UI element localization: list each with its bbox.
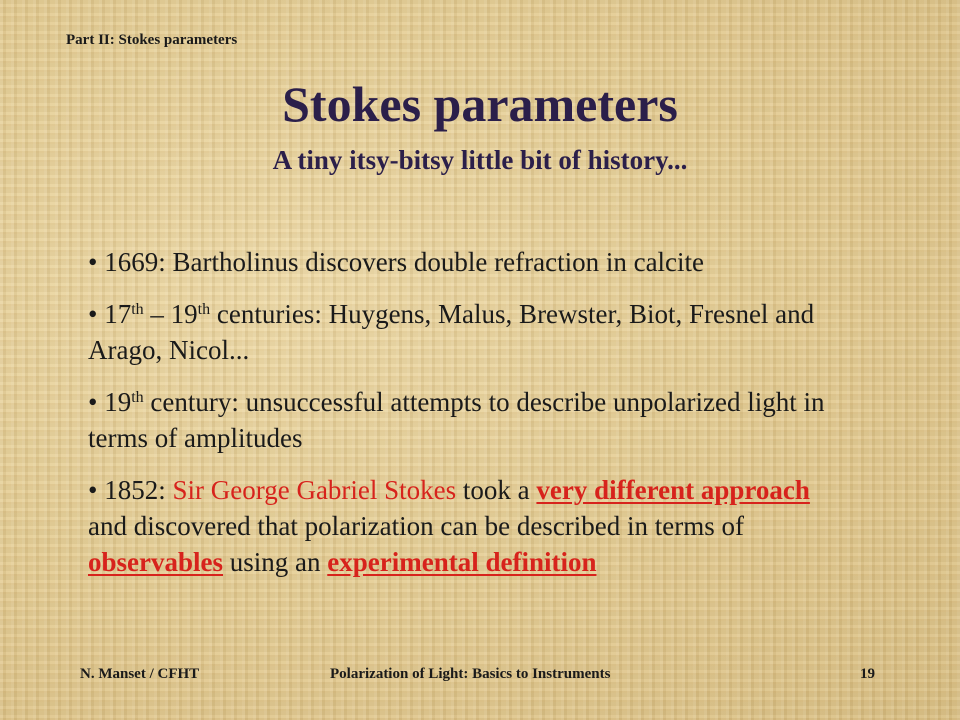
ordinal-suffix: th — [197, 301, 211, 318]
slide-subtitle: A tiny itsy-bitsy little bit of history... — [272, 145, 688, 175]
bullet-text: • 1852: — [88, 475, 173, 505]
bullet-text: took a — [456, 475, 537, 505]
slide-title: Stokes parameters — [282, 76, 678, 132]
bullet-text: • 17 — [88, 299, 132, 329]
bullet-text: • 19 — [88, 387, 132, 417]
bullet-1852 — [88, 472, 828, 580]
bullet-text: centuries: Huygens, Malus, Brewster, Biot, Fresnel and Arago, Nicol... — [88, 299, 815, 365]
bullet-text: century: unsuccessful attempts to describe unpolarized light in terms of amplitudes — [88, 387, 825, 453]
highlight-observables: observables — [88, 547, 223, 577]
highlight-very-different-approach: very different approach — [536, 475, 810, 505]
bullet-1669: • 1669: Bartholinus discovers double refraction in calcite — [88, 247, 705, 277]
bullet-text: and discovered that polarization can be described in terms of — [88, 511, 745, 541]
footer-course-title: Polarization of Light: Basics to Instruments — [330, 666, 611, 682]
ordinal-suffix: th — [131, 389, 144, 406]
bullet-text: – 19 — [143, 299, 198, 329]
bullet-text: using an — [223, 547, 328, 577]
bullet-centuries — [88, 296, 828, 368]
footer-page-number: 19 — [860, 666, 875, 682]
ordinal-suffix: th — [131, 301, 144, 318]
highlight-experimental-definition: experimental definition — [327, 547, 597, 577]
stokes-name: Sir George Gabriel Stokes — [172, 475, 457, 505]
bullet-list — [88, 244, 828, 596]
bullet-19th-century — [88, 384, 828, 456]
footer-author: N. Manset / CFHT — [80, 666, 200, 682]
section-label: Part II: Stokes parameters — [66, 32, 238, 48]
